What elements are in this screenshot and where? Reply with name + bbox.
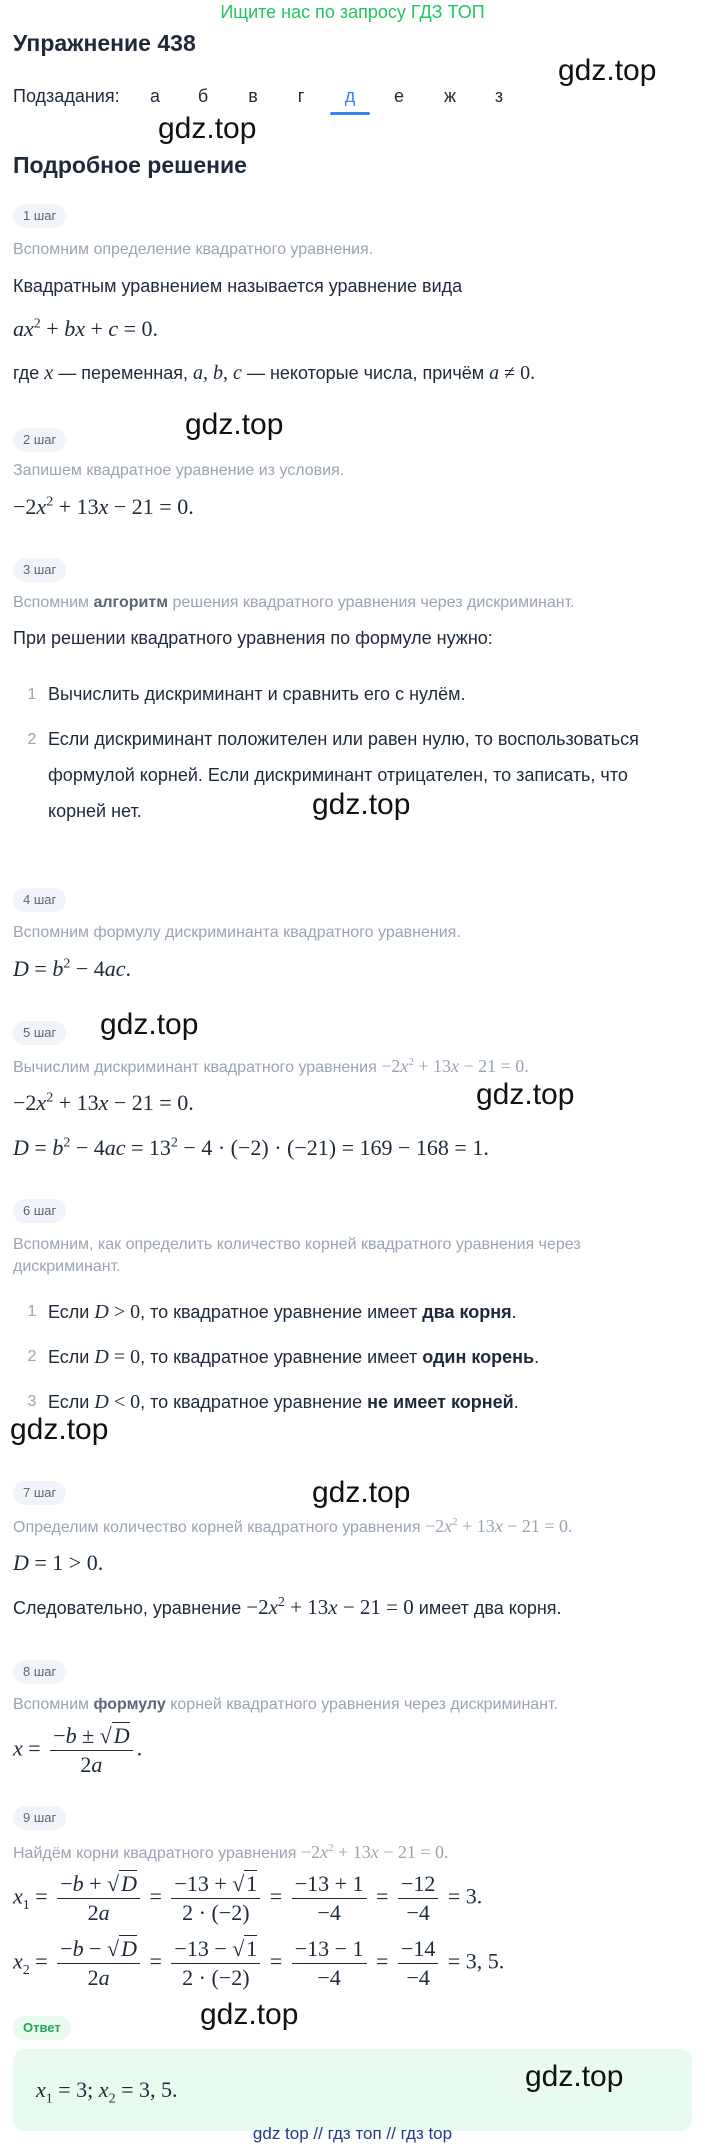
watermark: gdz.top <box>558 54 657 87</box>
list-number: 2 <box>27 1348 37 1365</box>
watermark: gdz.top <box>312 1476 411 1509</box>
formula: $x_2$ = $\frac{-b - √D}{2a}$ = $\frac{-13 - √1}{2 \cdot (-2)}$ = $\frac{-13 - 1}{-4}$ = $\frac{-14}{-4}$ = 3, 5. <box>13 1936 505 1990</box>
list-item: Если дискриминант положителен или равен нулю, то воспользоваться формулой корней. Если дискриминант отрицателен, то записать, что корней нет. <box>48 729 639 821</box>
formula: $D = b^2 - 4ac = 13^2 - 4 \cdot (-2) \cdot (-21) = 169 - 168 = 1$. <box>13 1135 489 1160</box>
step-badge: 2 шаг <box>13 428 66 452</box>
formula: $-2x^2 + 13x - 21 = 0$. <box>424 1516 573 1536</box>
formula: a ≠ 0. <box>489 362 536 384</box>
text-part: два корня <box>422 1302 512 1322</box>
list-number: 2 <box>27 731 37 748</box>
step-badge: 4 шаг <box>13 888 66 912</box>
step-badge: 8 шаг <box>13 1660 66 1684</box>
section-title: Подробное решение <box>13 152 247 178</box>
watermark: gdz.top <box>100 1008 199 1041</box>
text-part: — переменная, <box>58 363 189 383</box>
text-part: , то квадратное уравнение имеет <box>140 1347 418 1367</box>
watermark: gdz.top <box>158 112 257 145</box>
subtask-tab-z[interactable]: з <box>494 86 504 106</box>
formula: D = 1 > 0. <box>13 1550 104 1575</box>
formula: $-2x^2 + 13x - 21 = 0$ <box>246 1595 414 1619</box>
list-item: Если D < 0, то квадратное уравнение не имеет корней. <box>48 1391 519 1413</box>
step-hint <box>13 594 575 612</box>
step-badge: 6 шаг <box>13 1199 66 1223</box>
list-item: Вычислить дискриминант и сравнить его с нулём. <box>48 684 466 704</box>
subtasks-label: Подзадания: <box>13 86 120 106</box>
watermark: gdz.top <box>10 1413 109 1446</box>
step-text: При решении квадратного уравнения по формуле нужно: <box>13 628 493 648</box>
text-part: где <box>13 363 40 383</box>
search-banner[interactable]: Ищите нас по запросу ГДЗ ТОП <box>220 2 485 22</box>
subtask-tab-v[interactable]: в <box>248 86 258 106</box>
formula: $-2x^2 + 13x - 21 = 0$. <box>13 494 194 519</box>
text-part: Следовательно, уравнение <box>13 1598 242 1618</box>
text-part: решения квадратного уравнения через дискриминант. <box>172 594 575 611</box>
text-part: Определим количество корней квадратного уравнения <box>13 1519 421 1536</box>
answer-formula: $x_1 = 3$; $x_2 = 3$, 5. <box>36 2077 178 2107</box>
step-badge: 9 шаг <box>13 1806 66 1830</box>
formula: $-2x^2 + 13x - 21 = 0$. <box>381 1056 529 1076</box>
page-title: Упражнение 438 <box>13 30 196 56</box>
formula: $D = b^2 - 4ac$. <box>13 956 131 981</box>
subtask-tab-a[interactable]: а <box>149 86 160 106</box>
answer-badge: Ответ <box>13 2016 71 2040</box>
text-part: Найдём корни квадратного уравнения <box>13 1845 297 1862</box>
step-hint <box>13 1056 529 1077</box>
text-part: алгоритм <box>93 594 169 611</box>
text-part: — некоторые числа, причём <box>246 363 485 383</box>
subtask-tab-zh[interactable]: ж <box>443 86 457 106</box>
step-hint: Запишем квадратное уравнение из условия. <box>13 462 345 479</box>
step-badge: 7 шаг <box>13 1481 66 1505</box>
text-part: Если <box>48 1302 90 1322</box>
watermark: gdz.top <box>200 1998 299 2031</box>
step-hint: Вспомним, как определить количество корней квадратного уравнения через дискриминант. <box>13 1236 581 1275</box>
list-number: 3 <box>27 1393 37 1410</box>
formula: $ax^2$ + bx + c = 0. <box>13 316 159 341</box>
list-item: Если D = 0, то квадратное уравнение имеет один корень. <box>48 1346 540 1368</box>
subtask-tab-b[interactable]: б <box>197 86 209 106</box>
formula: D < 0 <box>94 1391 141 1413</box>
formula: x <box>44 362 54 384</box>
formula: D = 0 <box>94 1346 141 1368</box>
list-number: 1 <box>27 1303 37 1320</box>
text-part: Вспомним <box>13 594 90 611</box>
step-badge: 1 шаг <box>13 204 66 228</box>
step-badge: 3 шаг <box>13 558 66 582</box>
step-text: Квадратным уравнением называется уравнение вида <box>13 276 463 296</box>
text-part: имеет два корня. <box>418 1598 562 1618</box>
step-badge: 5 шаг <box>13 1021 66 1045</box>
subtask-tab-d[interactable]: д <box>344 86 356 106</box>
formula: $x_1$ = $\frac{-b + √D}{2a}$ = $\frac{-13 + √1}{2 \cdot (-2)}$ = $\frac{-13 + 1}{-4}$ = $\frac{-12}{-4}$ = 3. <box>13 1871 483 1925</box>
step-hint <box>13 1696 558 1714</box>
watermark: gdz.top <box>312 788 411 821</box>
active-tab-indicator <box>330 112 370 115</box>
subtask-tab-e[interactable]: е <box>393 86 404 106</box>
text-part: Вспомним <box>13 1696 90 1713</box>
list-number: 1 <box>27 686 37 703</box>
formula: D > 0 <box>94 1301 141 1323</box>
step-hint <box>13 1516 573 1537</box>
formula: a, b, c <box>193 362 242 384</box>
text-part: , то квадратное уравнение <box>140 1392 363 1412</box>
text-part: формулу <box>93 1696 166 1713</box>
text-part: Если <box>48 1347 90 1367</box>
step-hint: Вспомним определение квадратного уравнения. <box>13 241 374 258</box>
step-hint: Вспомним формулу дискриминанта квадратного уравнения. <box>13 924 461 941</box>
formula: $-2x^2 + 13x - 21 = 0$. <box>300 1842 449 1862</box>
footer-links[interactable]: gdz top // гдз топ // гдз top <box>252 2124 453 2143</box>
list-item: Если D > 0, то квадратное уравнение имеет два корня. <box>48 1301 517 1323</box>
subtask-tab-g[interactable]: г <box>297 86 305 106</box>
step-text <box>13 362 535 385</box>
formula: x = $\frac{-b \pm √D}{2a}$ . <box>13 1723 143 1777</box>
text-part: один корень <box>422 1347 535 1367</box>
text-part: не имеет корней <box>367 1392 514 1412</box>
step-hint <box>13 1842 449 1863</box>
text-part: корней квадратного уравнения через дискриминант. <box>170 1696 559 1713</box>
text-part: Вычислим дискриминант квадратного уравнения <box>13 1059 377 1076</box>
watermark: gdz.top <box>476 1078 575 1111</box>
watermark: gdz.top <box>185 408 284 441</box>
text-part: , то квадратное уравнение имеет <box>140 1302 418 1322</box>
watermark: gdz.top <box>525 2060 624 2093</box>
text-part: Если <box>48 1392 90 1412</box>
formula: $-2x^2 + 13x - 21 = 0$. <box>13 1090 194 1115</box>
step-text <box>13 1595 562 1620</box>
